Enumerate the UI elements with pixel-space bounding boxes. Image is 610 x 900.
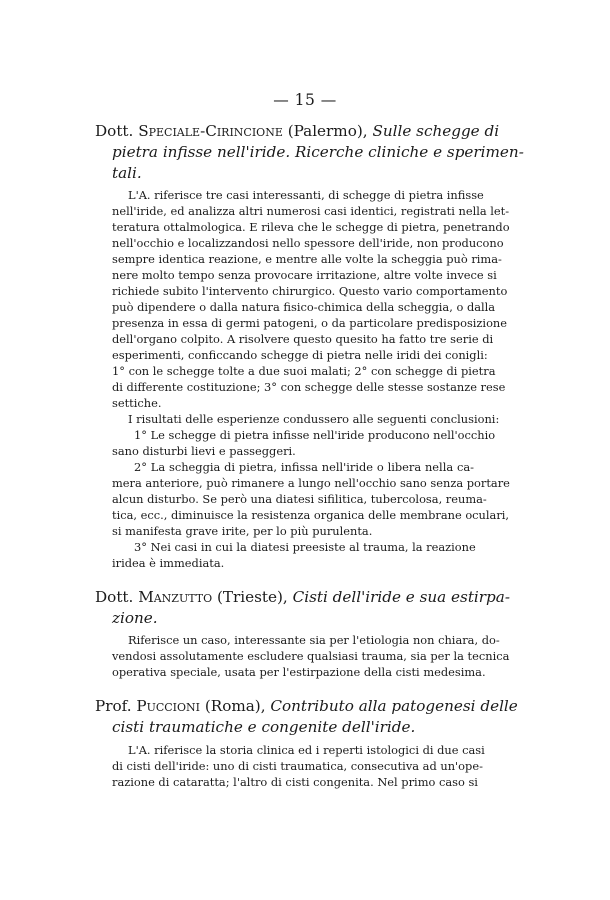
article-1-body-line: richiede subito l'intervento chirurgico. Questo vario comportamento	[112, 284, 508, 298]
article-1-body-line: si manifesta grave irite, per lo più purulenta.	[112, 524, 373, 538]
article-1-body-line: nere molto tempo senza provocare irritazione, altre volte invece si	[112, 268, 497, 282]
article-1-heading-line-1	[95, 121, 500, 142]
article-1-body-line: settiche.	[112, 396, 162, 410]
article-1-body-line: mera anteriore, può rimanere a lungo nell'occhio sano senza portare	[112, 476, 510, 490]
article-1-body-line: 3° Nei casi in cui la diatesi preesiste al trauma, la reazione	[134, 540, 476, 554]
article-3-heading-line-2: cisti traumatiche e congenite dell'iride.	[112, 718, 416, 736]
article-1-author: Speciale-Cirincione	[138, 122, 283, 140]
article-3-body-line: L'A. riferisce la storia clinica ed i reperti istologici di due casi	[128, 743, 485, 757]
article-2-author: Manzutto	[138, 588, 213, 606]
article-1-body-line: esperimenti, conficcando schegge di pietra nelle iridi dei conigli:	[112, 348, 488, 362]
article-1-work-title-start: Sulle schegge di	[372, 122, 500, 140]
article-3-heading-line-1	[95, 696, 518, 717]
article-3-title-prefix: Prof.	[95, 697, 132, 715]
article-1-body-line: nell'iride, ed analizza altri numerosi casi identici, registrati nella let-	[112, 204, 510, 218]
article-1-heading-line-2: pietra infisse nell'iride. Ricerche cliniche e sperimen-	[112, 143, 524, 161]
article-3-city: (Roma),	[204, 697, 266, 715]
article-1-heading-line-3: tali.	[112, 164, 142, 182]
article-1-body-line: 1° con le schegge tolte a due suoi malati; 2° con schegge di pietra	[112, 364, 496, 378]
article-2-heading-line-2: zione.	[112, 609, 158, 627]
article-1-body-line: presenza in essa di germi patogeni, o da particolare predisposizione	[112, 316, 508, 330]
article-2-body-line: vendosi assolutamente escludere qualsiasi trauma, sia per la tecnica	[112, 649, 510, 663]
article-2-body-line: Riferisce un caso, interessante sia per l'etiologia non chiara, do-	[128, 633, 500, 647]
article-3-body-line: razione di cataratta; l'altro di cisti congenita. Nel primo caso si	[112, 775, 478, 789]
article-1-body-line: iridea è immediata.	[112, 556, 225, 570]
article-1-city: (Palermo),	[287, 122, 368, 140]
article-1-body-line: sano disturbi lievi e passeggeri.	[112, 444, 296, 458]
article-3-work-title-start: Contributo alla patogenesi delle	[270, 697, 518, 715]
article-1-body-line: L'A. riferisce tre casi interessanti, di schegge di pietra infisse	[128, 188, 484, 202]
article-2-city: (Trieste),	[216, 588, 288, 606]
article-1-body-line: sempre identica reazione, e mentre alle volte la scheggia può rima-	[112, 252, 502, 266]
article-1-body-line: 1° Le schegge di pietra infisse nell'iride producono nell'occhio	[134, 428, 496, 442]
article-1-body-line: dell'organo colpito. A risolvere questo quesito ha fatto tre serie di	[112, 332, 494, 346]
article-2-work-title-start: Cisti dell'iride e sua estirpa-	[292, 588, 510, 606]
article-2-title-prefix: Dott.	[95, 588, 134, 606]
article-1-body-line: nell'occhio e localizzandosi nello spessore dell'iride, non producono	[112, 236, 504, 250]
article-1-body-line: I risultati delle esperienze condussero alle seguenti conclusioni:	[128, 412, 500, 426]
article-1-title-prefix: Dott.	[95, 122, 134, 140]
page-number: — 15 —	[273, 91, 337, 109]
article-1-body-line: 2° La scheggia di pietra, infissa nell'iride o libera nella ca-	[134, 460, 474, 474]
article-1-body-line: può dipendere o dalla natura fisico-chimica della scheggia, o dalla	[112, 300, 496, 314]
article-3-author: Puccioni	[136, 697, 201, 715]
article-3-body-line: di cisti dell'iride: uno di cisti traumatica, consecutiva ad un'ope-	[112, 759, 483, 773]
article-1-body-line: teratura ottalmologica. E rileva che le schegge di pietra, penetrando	[112, 220, 510, 234]
article-2-body-line: operativa speciale, usata per l'estirpazione della cisti medesima.	[112, 665, 486, 679]
article-2-heading-line-1	[95, 587, 510, 608]
article-1-body-line: alcun disturbo. Se però una diatesi sifilitica, tubercolosa, reuma-	[112, 492, 487, 506]
article-1-body-line: tica, ecc., diminuisce la resistenza organica delle membrane oculari,	[112, 508, 510, 522]
article-1-body-line: di differente costituzione; 3° con schegge delle stesse sostanze rese	[112, 380, 506, 394]
